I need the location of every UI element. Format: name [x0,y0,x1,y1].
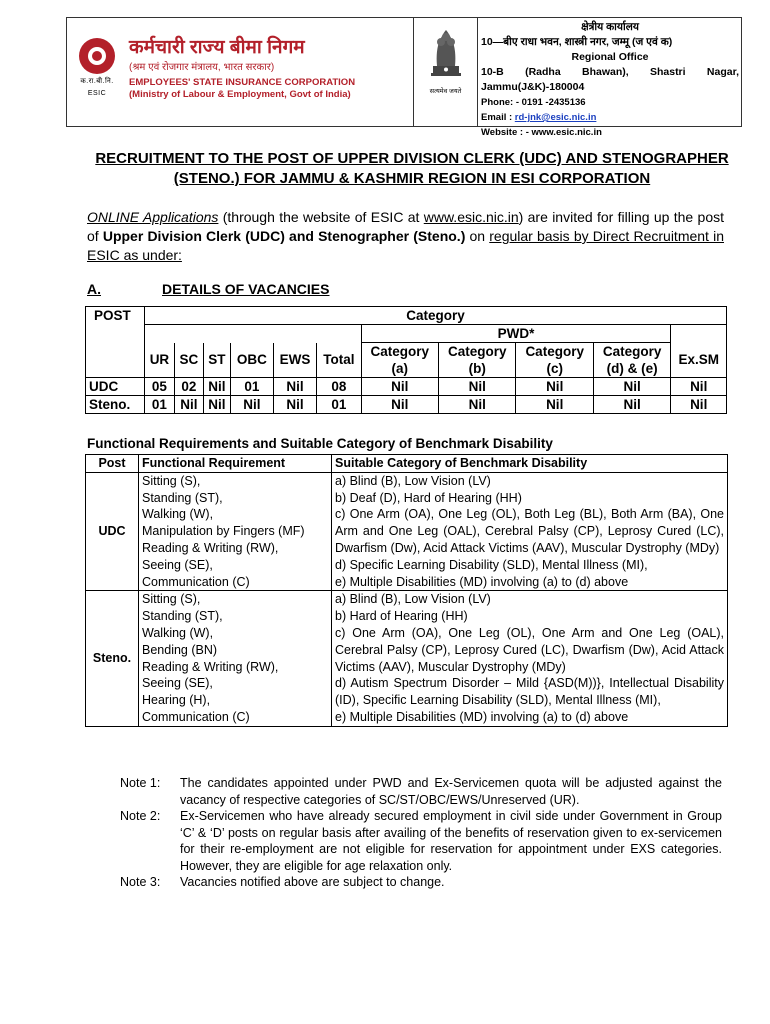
col-header-st: ST [203,343,230,378]
header-suitable-category: Suitable Category of Benchmark Disability [332,455,728,473]
note-1 [120,775,722,808]
table-row [86,472,728,591]
pwd-header: PWD* [361,325,671,343]
list-item: Reading & Writing (RW), [142,540,279,555]
letterhead-left [67,18,414,126]
address-part: Bhawan), [581,66,629,78]
cell: Nil [361,396,438,414]
intro-text-1: (through the website of ESIC at [218,209,424,225]
table-row [86,378,727,396]
title-line-2: (STENO.) FOR JAMMU & KASHMIR REGION IN ESI CORPORATION [173,170,651,187]
note-label: Note 2: [120,809,161,823]
note-label: Note 1: [120,776,161,790]
title-line-1: RECRUITMENT TO THE POST OF UPPER DIVISION CLERK (UDC) AND STENOGRAPHER [95,150,729,167]
col-subheader-c: (c) [516,360,593,378]
list-item: a) Blind (B), Low Vision (LV) [335,592,491,607]
list-item: Manipulation by Fingers (MF) [142,524,305,539]
list-item: Seeing (SE), [142,557,213,572]
intro-paragraph [87,208,724,265]
online-applications-text: ONLINE Applications [87,209,219,225]
vacancy-table [85,306,727,414]
list-item: Communication (C) [142,574,250,589]
cell: Nil [439,396,516,414]
col-header-exsm: Ex.SM [671,343,727,378]
cell: Nil [273,396,317,414]
org-ministry-hindi: (श्रम एवं रोजगार मंत्रालय, भारत सरकार) [129,62,275,73]
regular-basis-text: regular basis by Direct Recruitment in ESIC as under: [87,228,724,263]
cell: 01 [317,396,361,414]
section-a-label: A. [87,281,101,297]
cell: Nil [174,396,203,414]
categories-cell [332,472,728,591]
website-link[interactable]: www.esic.nic.in [423,209,519,225]
row-post: UDC [86,378,145,396]
row-post: UDC [86,472,139,591]
ashoka-emblem-icon [428,26,464,82]
office-english: Regional Office [571,51,649,63]
blank-cell [145,325,362,343]
org-name-block [127,18,355,126]
col-subheader-de: (d) & (e) [593,360,670,378]
website: Website : - www.esic.nic.in [481,127,602,138]
note-label: Note 3: [120,875,161,889]
col-header-ews: EWS [273,343,317,378]
list-item: d) Autism Spectrum Disorder – Mild {ASD(M))}, Intellectual Disability (ID), Specific Learning Disability (SLD), Mental Illness (MI), [335,676,724,708]
list-item: c) One Arm (OA), One Leg (OL), Both Leg (BL), Both Arm (BA), One Arm and One Leg (OAL), Cerebral Palsy (CP), Leprosy Cured (LC), Dwarfism (Dw), Acid Attack Victims (AAV), Muscular Dystrophy (MDy) [335,507,724,555]
note-text: Ex-Servicemen who have already secured employment in civil side under Government in Group ‘C’ & ‘D’ posts on regular basis after availing of the benefits of reservation given to ex-servicemen for their re-employment are not eligible for reservation for appointment under EXS categories. However, they are eligible for age relaxation only. [180,809,722,873]
cell: Nil [671,378,727,396]
posts-text: Upper Division Clerk (UDC) and Stenographer (Steno.) [102,228,466,244]
cell: 02 [174,378,203,396]
functional-table-title: Functional Requirements and Suitable Category of Benchmark Disability [87,436,553,451]
list-item: Communication (C) [142,709,250,724]
email-link[interactable]: rd-jnk@esic.nic.in [514,112,597,123]
col-header-pwd-c: Category [516,343,593,361]
list-item: Walking (W), [142,625,214,640]
cell: 01 [145,396,175,414]
org-name-english: EMPLOYEES' STATE INSURANCE CORPORATION [129,77,356,88]
category-header: Category [145,307,727,325]
requirements-cell [139,472,332,591]
cell: Nil [203,378,230,396]
col-header-pwd-de: Category [593,343,670,361]
list-item: c) One Arm (OA), One Leg (OL), One Arm and One Leg (OAL), Cerebral Palsy (CP), Leprosy Cured (LC), Dwarfism (Dw), Acid Attack Victims (AAV), Muscular Dystrophy (MDy) [335,625,724,674]
col-header-ur: UR [145,343,175,378]
note-2 [120,808,722,874]
cell: Nil [203,396,230,414]
page-title [84,149,740,189]
list-item: Sitting (S), [142,592,201,607]
col-header-pwd-a: Category [361,343,438,361]
row-post: Steno. [86,396,145,414]
list-item: Sitting (S), [142,473,201,488]
header-post: Post [86,455,139,473]
list-item: Bending (BN) [142,642,218,657]
intro-text-2: ) are invited for filling up the post of [87,209,724,244]
section-a-title: DETAILS OF VACANCIES [162,281,330,297]
note-text: The candidates appointed under PWD and Ex-Servicemen quota will be adjusted against the vacancy of respective categories of SC/ST/OBC/EWS/Unreserved (UR). [180,776,722,807]
col-header-obc: OBC [231,343,274,378]
org-ministry-english: (Ministry of Labour & Employment, Govt of India) [129,89,351,100]
col-header-total: Total [317,343,361,378]
table-row [86,396,727,414]
list-item: a) Blind (B), Low Vision (LV) [335,473,491,488]
national-emblem [414,18,478,126]
list-item: e) Multiple Disabilities (MD) involving (a) to (d) above [335,709,629,724]
col-header-pwd-b: Category [439,343,516,361]
office-address [478,18,741,138]
address-line2: Jammu(J&K)-180004 [481,81,585,93]
cell: Nil [231,396,274,414]
logo-abbr-text: ESIC [87,90,107,97]
functional-table [85,454,728,727]
list-item: d) Specific Learning Disability (SLD), Mental Illness (MI), [335,557,648,572]
address-part: Nagar, [706,66,739,78]
org-name-hindi: कर्मचारी राज्य बीमा निगम [129,37,305,58]
emblem-caption: सत्यमेव जयते [429,88,462,95]
col-subheader-b: (b) [439,360,516,378]
list-item: e) Multiple Disabilities (MD) involving (a) to (d) above [335,574,629,589]
row-post: Steno. [86,591,139,726]
note-3 [120,874,722,891]
office-hindi: क्षेत्रीय कार्यालय [581,21,639,33]
list-item: b) Hard of Hearing (HH) [335,609,468,624]
table-row [86,591,728,726]
list-item: Walking (W), [142,507,214,522]
phone: Phone: - 0191 -2435136 [481,97,586,108]
cell: Nil [671,396,727,414]
requirements-cell [139,591,332,726]
cell: Nil [516,378,593,396]
categories-cell [332,591,728,726]
address-part: 10-B [481,66,504,78]
cell: 01 [231,378,274,396]
list-item: Standing (ST), [142,609,223,624]
address-hindi: 10—बीए राधा भवन, शास्त्री नगर, जम्मू (ज एवं क) [481,36,673,48]
email-label: Email : [481,112,513,123]
letterhead [66,17,742,138]
list-item: b) Deaf (D), Hard of Hearing (HH) [335,490,522,505]
cell: 08 [317,378,361,396]
cell: 05 [145,378,175,396]
cell: Nil [593,396,670,414]
cell: Nil [361,378,438,396]
esic-logo [67,18,127,126]
col-subheader-a: (a) [361,360,438,378]
list-item: Standing (ST), [142,490,223,505]
intro-text-3: on [465,228,490,244]
esic-logo-icon [79,38,115,74]
header-functional-requirement: Functional Requirement [139,455,332,473]
col-header-sc: SC [174,343,203,378]
address-part: (Radha [525,66,561,78]
cell: Nil [516,396,593,414]
cell: Nil [273,378,317,396]
cell: Nil [593,378,670,396]
address-part: Shastri [649,66,686,78]
email-row [481,110,739,125]
address-line1 [481,65,739,80]
list-item: Reading & Writing (RW), [142,659,279,674]
list-item: Seeing (SE), [142,676,213,691]
blank-cell [671,325,727,343]
cell: Nil [439,378,516,396]
note-text: Vacancies notified above are subject to change. [180,875,445,889]
logo-hindi-text: क.रा.बी.नि. [80,78,114,85]
list-item: Hearing (H), [142,693,211,708]
notes-section [120,775,722,891]
post-header: POST [86,307,145,378]
